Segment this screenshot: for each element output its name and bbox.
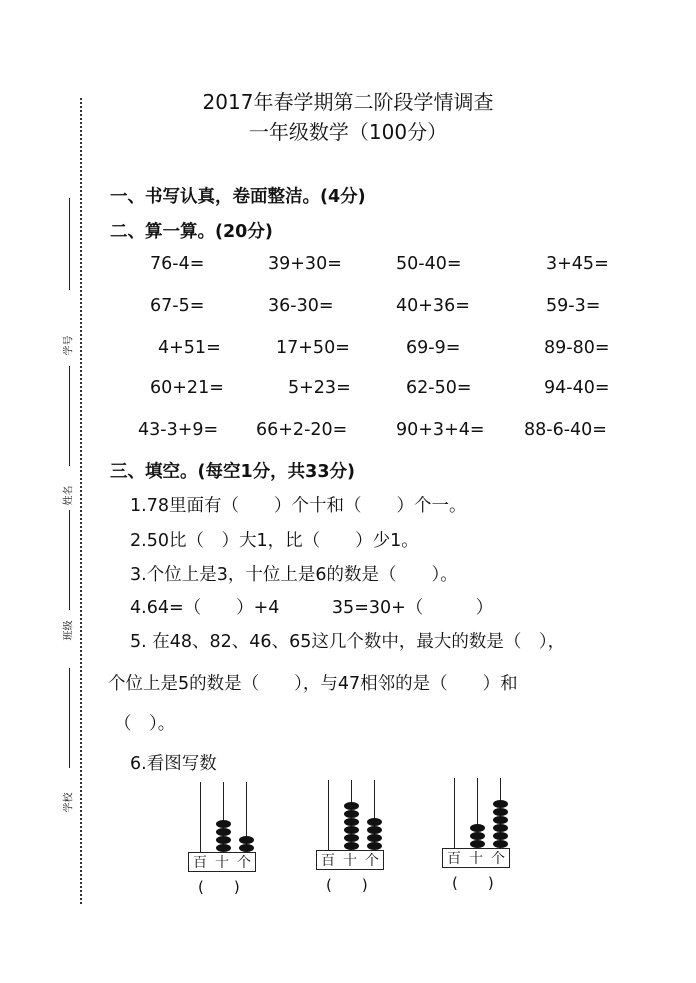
school-label: 学校 (63, 792, 75, 813)
tens-label: 十 (469, 851, 483, 867)
abacus-bead (493, 840, 508, 848)
student-id-label: 学号 (63, 335, 75, 356)
section-calculate: 二、算一算。(20分) (110, 222, 273, 242)
equation: 17+50= (276, 338, 350, 358)
abacus-bead (344, 810, 359, 818)
abacus-bead (493, 816, 508, 824)
student-id-rule (69, 198, 70, 290)
abacus-bead (367, 818, 382, 826)
abacus-bead (367, 826, 382, 834)
school-rule (69, 668, 70, 768)
abacus-bead (493, 808, 508, 816)
equation: 62-50= (406, 378, 472, 398)
hundreds-label: 百 (447, 851, 461, 867)
tens-label: 十 (343, 853, 357, 869)
abacus-bead (216, 828, 231, 836)
equation: 60+21= (150, 378, 224, 398)
tens-label: 十 (215, 855, 229, 871)
equation: 67-5= (150, 296, 205, 316)
abacus-bead (367, 834, 382, 842)
equation: 3+45= (546, 254, 609, 274)
hundreds-label: 百 (193, 855, 207, 871)
abacus-bead (239, 836, 254, 844)
equation: 66+2-20= (256, 420, 348, 440)
ones-label: 个 (237, 855, 251, 871)
answer-blank: ( ) (452, 874, 494, 892)
abacus-bead (470, 832, 485, 840)
abacus-bead (239, 844, 254, 852)
question-3: 3.个位上是3，十位上是6的数是（ ）。 (130, 565, 458, 585)
hundreds-label: 百 (321, 853, 335, 869)
question-5-line2: 个位上是5的数是（ ），与47相邻的是（ ）和 (108, 674, 518, 694)
abacus-figure-2 (316, 780, 386, 900)
abacus-bead (367, 842, 382, 850)
ones-label: 个 (491, 851, 505, 867)
equation: 69-9= (406, 338, 461, 358)
class-label: 班级 (63, 620, 75, 641)
abacus-rod-hundreds (454, 778, 455, 848)
section-writing: 一、书写认真，卷面整洁。(4分) (110, 187, 366, 207)
page-subtitle: 一年级数学（100分） (248, 120, 448, 144)
abacus-bead (493, 832, 508, 840)
page-title: 2017年春学期第二阶段学情调查 (202, 90, 494, 114)
equation: 90+3+4= (396, 420, 485, 440)
question-2: 2.50比（ ）大1，比（ ）少1。 (130, 531, 419, 551)
equation: 39+30= (268, 254, 342, 274)
abacus-place-labels (316, 850, 384, 870)
abacus-bead (470, 840, 485, 848)
ones-label: 个 (365, 853, 379, 869)
section-fill-blanks: 三、填空。(每空1分，共33分) (110, 462, 356, 482)
answer-blank: ( ) (326, 876, 368, 894)
class-rule (69, 510, 70, 610)
answer-blank: ( ) (198, 878, 240, 896)
abacus-figure-1 (188, 782, 258, 902)
equation: 40+36= (396, 296, 470, 316)
equation: 76-4= (150, 254, 205, 274)
binding-dotted-line (80, 98, 82, 904)
abacus-rod-hundreds (200, 782, 201, 852)
question-1: 1.78里面有（ ）个十和（ ）个一。 (130, 496, 467, 516)
abacus-rod-hundreds (328, 780, 329, 850)
abacus-bead (344, 802, 359, 810)
equation: 5+23= (288, 378, 351, 398)
abacus-bead (344, 826, 359, 834)
equation: 88-6-40= (524, 420, 607, 440)
abacus-figure-3 (442, 778, 512, 898)
abacus-bead (216, 836, 231, 844)
equation: 94-40= (544, 378, 610, 398)
equation: 59-3= (546, 296, 601, 316)
abacus-bead (470, 824, 485, 832)
question-5-line3: （ ）。 (114, 714, 176, 734)
abacus-bead (344, 842, 359, 850)
name-rule (69, 366, 70, 466)
name-label: 姓名 (63, 485, 75, 506)
question-5-line1: 5. 在48、82、46、65这几个数中，最大的数是（ ）， (130, 632, 566, 652)
question-4: 4.64=（ ）+4 35=30+（ ） (130, 598, 494, 618)
equation: 50-40= (396, 254, 462, 274)
equation: 36-30= (268, 296, 334, 316)
abacus-bead (216, 820, 231, 828)
equation: 43-3+9= (138, 420, 219, 440)
abacus-bead (493, 800, 508, 808)
abacus-place-labels (188, 852, 256, 872)
abacus-bead (493, 824, 508, 832)
abacus-bead (344, 834, 359, 842)
abacus-place-labels (442, 848, 510, 868)
abacus-bead (216, 844, 231, 852)
equation: 4+51= (158, 338, 221, 358)
abacus-bead (344, 818, 359, 826)
question-6: 6.看图写数 (130, 754, 217, 774)
equation: 89-80= (544, 338, 610, 358)
